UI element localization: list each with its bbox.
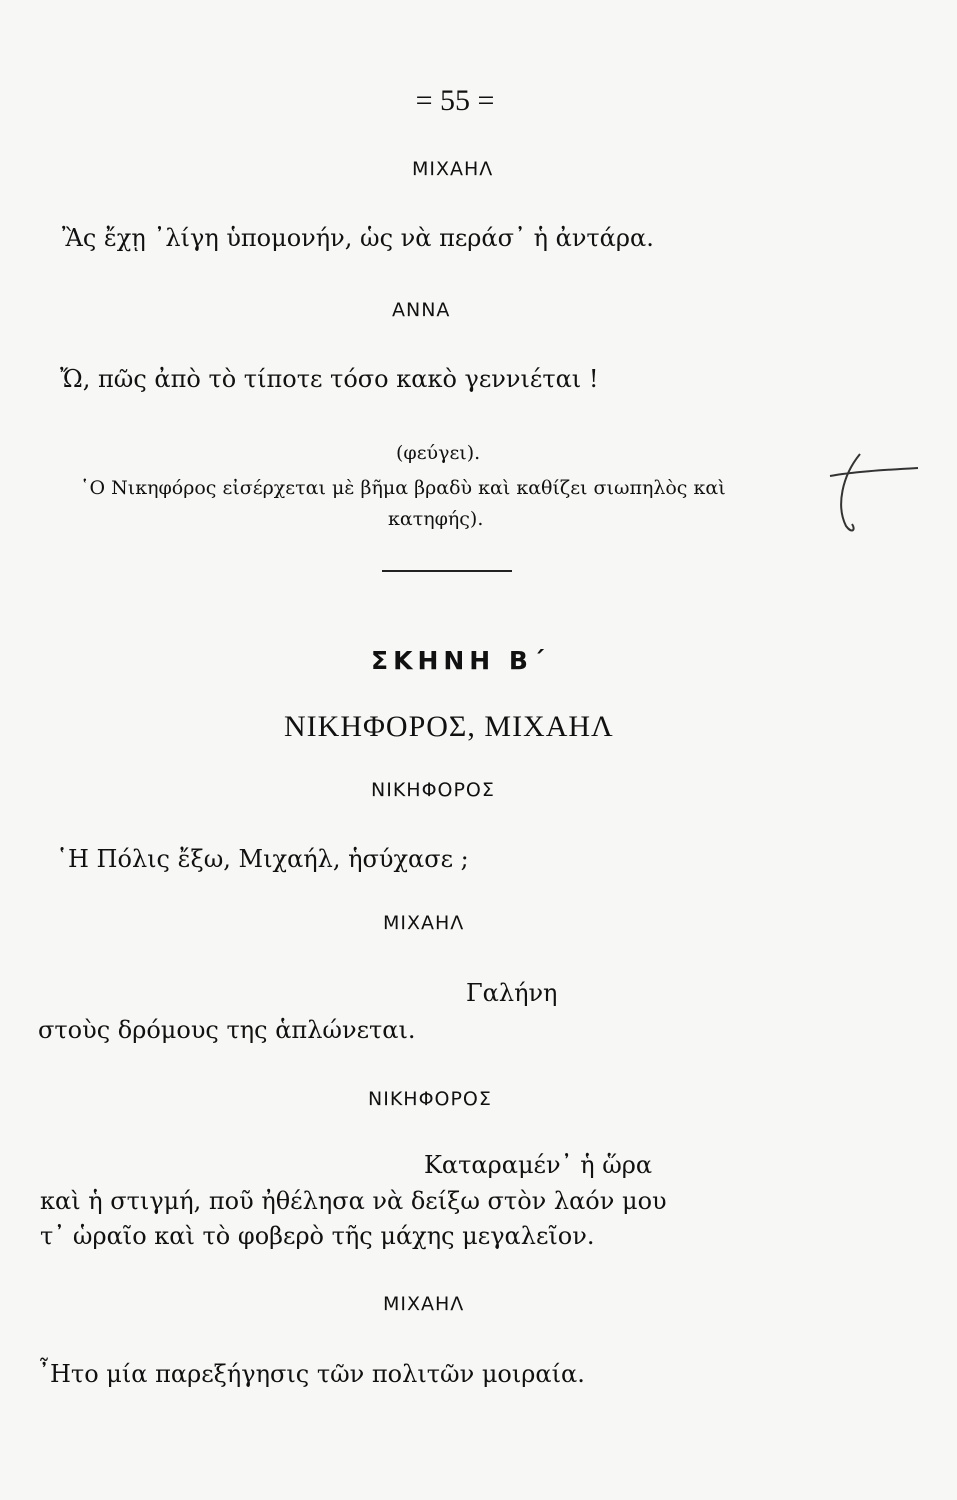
speaker-michael: ΜΙΧΑΗΛ xyxy=(383,1293,465,1315)
verse-line: ῏Ητο μία παρεξήγησις τῶν πολιτῶν μοιραία. xyxy=(38,1360,585,1388)
verse-line: Γαλήνη xyxy=(466,979,558,1007)
page-number: = 55 = xyxy=(415,84,495,117)
verse-line: τ᾽ ὡραῖο καὶ τὸ φοβερὸ τῆς μάχης μεγαλεῖον. xyxy=(40,1222,595,1250)
stage-direction: (φεύγει). xyxy=(396,442,481,464)
verse-line: ῾Η Πόλις ἔξω, Μιχαήλ, ἡσύχασε ; xyxy=(56,845,469,873)
speaker-nikephoros: ΝΙΚΗΦΟΡΟΣ xyxy=(371,779,495,801)
speaker-nikephoros: ΝΙΚΗΦΟΡΟΣ xyxy=(368,1088,492,1110)
handwritten-margin-mark xyxy=(822,446,922,546)
speaker-anna: ΑΝΝΑ xyxy=(392,299,451,321)
verse-line: Ἂς ἔχῃ ᾽λίγη ὑπομονήν, ὡς νὰ περάσ᾽ ἡ ἀντάρα. xyxy=(62,224,654,252)
speaker-michael: ΜΙΧΑΗΛ xyxy=(383,912,465,934)
scene-characters: ΝΙΚΗΦΟΡΟΣ, ΜΙΧΑΗΛ xyxy=(284,710,614,743)
speaker-michael: ΜΙΧΑΗΛ xyxy=(412,158,494,180)
verse-line: Καταραμέν᾽ ἡ ὥρα xyxy=(424,1151,653,1179)
verse-line: στοὺς δρόμους της ἁπλώνεται. xyxy=(38,1016,416,1044)
section-divider xyxy=(382,570,512,572)
verse-line: Ὤ, πῶς ἀπὸ τὸ τίποτε τόσο κακὸ γεννιέται ! xyxy=(60,365,599,393)
scene-title: ΣΚΗΝΗ Β΄ xyxy=(371,646,550,675)
stage-direction: ῾Ο Νικηφόρος εἰσέρχεται μὲ βῆμα βραδὺ καὶ καθίζει σιωπηλὸς καὶ xyxy=(80,477,726,499)
stage-direction: κατηφής). xyxy=(388,508,484,530)
verse-line: καὶ ἡ στιγμή, ποῦ ἠθέλησα νὰ δείξω στὸν λαόν μου xyxy=(40,1187,667,1215)
